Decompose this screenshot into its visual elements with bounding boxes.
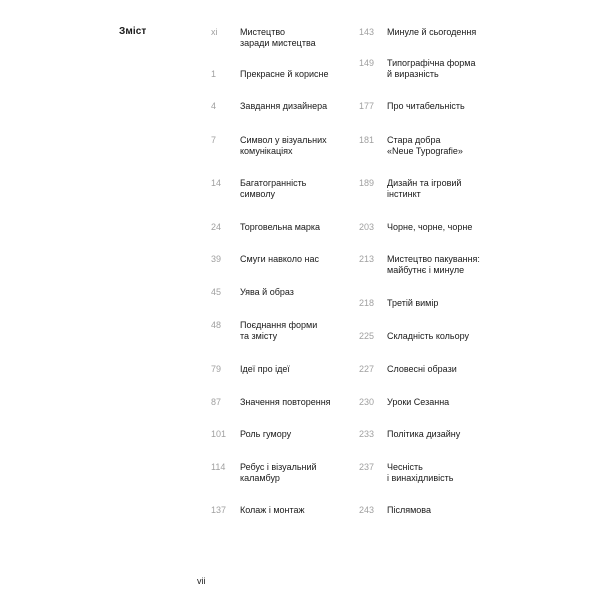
toc-page-number: 225 <box>359 331 375 341</box>
toc-page-number: 149 <box>359 58 375 68</box>
toc-title-line: Третій вимір <box>387 298 439 308</box>
toc-page-number: 45 <box>211 287 222 297</box>
toc-title-line: заради мистецтва <box>240 38 316 48</box>
toc-title-line: Про читабельність <box>387 101 465 111</box>
toc-title-line: Багатогранність <box>240 178 307 188</box>
toc-page-number: 177 <box>359 101 375 111</box>
toc-title-line: Уява й образ <box>240 287 294 297</box>
toc-entry-title <box>387 254 480 276</box>
toc-title-line: Роль гумору <box>240 429 292 439</box>
toc-title-line: комунікаціях <box>240 146 293 156</box>
toc-entry-title <box>387 298 438 309</box>
toc-title-line: Поєднання форми <box>240 320 318 330</box>
toc-title-line: Словесні образи <box>387 364 457 374</box>
toc-page-number: 243 <box>359 505 375 515</box>
toc-page-number: 181 <box>359 135 375 145</box>
toc-page-number: 143 <box>359 27 375 37</box>
toc-title-line: й виразність <box>387 69 439 79</box>
toc-page-number: 24 <box>211 222 222 232</box>
toc-entry-title <box>387 364 457 375</box>
toc-title-line: каламбур <box>240 473 280 483</box>
toc-page-number: 4 <box>211 101 217 111</box>
toc-title-line: Складність кольору <box>387 331 470 341</box>
toc-entry-title <box>387 462 453 484</box>
toc-title-line: Завдання дизайнера <box>240 101 328 111</box>
toc-title-line: Ребус і візуальний <box>240 462 317 472</box>
toc-page-number: 237 <box>359 462 375 472</box>
toc-title-line: Символ у візуальних <box>240 135 327 145</box>
toc-title-line: Прекрасне й корисне <box>240 69 329 79</box>
toc-title-line: Чорне, чорне, чорне <box>387 222 473 232</box>
toc-entry-title <box>387 397 449 408</box>
page-number: vii <box>197 576 206 586</box>
toc-title-line: Чесність <box>387 462 423 472</box>
toc-title-line: Колаж і монтаж <box>240 505 305 515</box>
toc-title-line: Політика дизайну <box>387 429 461 439</box>
toc-entry-title <box>387 58 475 80</box>
toc-title-line: Дизайн та ігровий <box>387 178 462 188</box>
toc-title-line: Минуле й сьогодення <box>387 27 477 37</box>
toc-page-number: 87 <box>211 397 222 407</box>
toc-page-number: 14 <box>211 178 222 188</box>
toc-heading: Зміст <box>119 26 147 37</box>
toc-page-number: 189 <box>359 178 375 188</box>
toc-title-line: Уроки Сезанна <box>387 397 450 407</box>
toc-entry-title <box>387 222 472 233</box>
toc-title-line: і винахідливість <box>387 473 454 483</box>
toc-title-line: інстинкт <box>387 189 421 199</box>
toc-title-line: та змісту <box>240 331 278 341</box>
toc-page-number: 218 <box>359 298 375 308</box>
toc-title-line: «Neue Typografie» <box>387 146 463 156</box>
toc-title-line: Мистецтво <box>240 27 286 37</box>
toc-page-number: 39 <box>211 254 222 264</box>
toc-title-line: Стара добра <box>387 135 441 145</box>
toc-page-number: xi <box>211 27 218 37</box>
toc-entry-title <box>387 135 463 157</box>
toc-page-number: 79 <box>211 364 222 374</box>
toc-entry-title <box>387 429 460 440</box>
toc-title-line: Типографічна форма <box>387 58 476 68</box>
toc-page-number: 213 <box>359 254 375 264</box>
toc-entry-title <box>387 331 469 342</box>
toc-page-number: 203 <box>359 222 375 232</box>
toc-title-line: Торговельна марка <box>240 222 321 232</box>
toc-page-number: 101 <box>211 429 227 439</box>
toc-title-line: майбутнє і минуле <box>387 265 465 275</box>
toc-page-number: 48 <box>211 320 222 330</box>
toc-title-line: Мистецтво пакування: <box>387 254 480 264</box>
toc-entry-title <box>387 27 476 38</box>
toc-page-number: 230 <box>359 397 375 407</box>
toc-title-line: Післямова <box>387 505 431 515</box>
toc-title-line: Значення повторення <box>240 397 331 407</box>
toc-entry-title <box>387 101 465 112</box>
toc-page-number: 227 <box>359 364 375 374</box>
toc-title-line: Ідеї про ідеї <box>240 364 290 374</box>
toc-title-line: символу <box>240 189 275 199</box>
toc-entry-title <box>387 178 461 200</box>
toc-page-number: 7 <box>211 135 217 145</box>
toc-page-number: 233 <box>359 429 375 439</box>
toc-title-line: Смуги навколо нас <box>240 254 320 264</box>
toc-page-number: 137 <box>211 505 227 515</box>
toc-entry-title <box>387 505 431 516</box>
toc-page-number: 114 <box>211 462 226 472</box>
toc-page-number: 1 <box>211 69 217 79</box>
